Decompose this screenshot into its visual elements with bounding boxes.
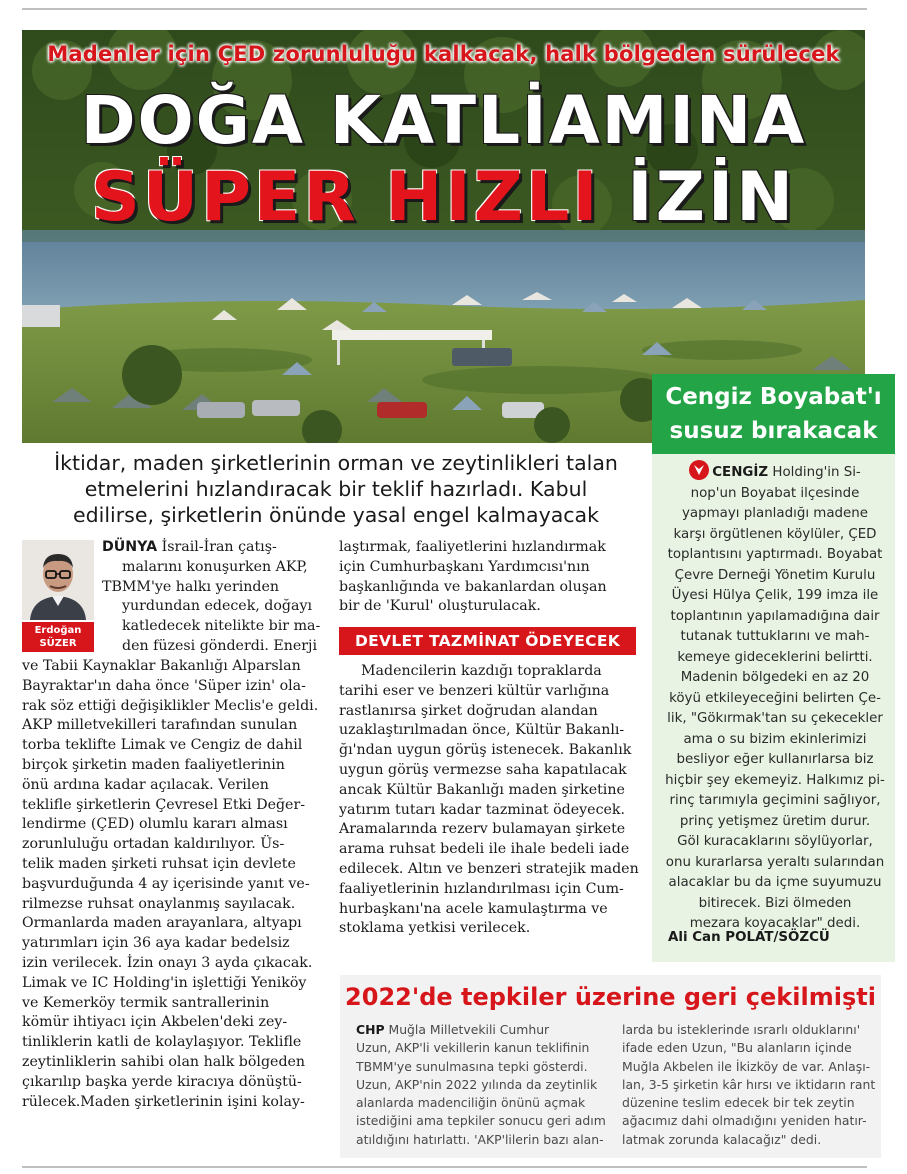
sidebar-line: köyü etkileyeceğini belirten Çe- bbox=[669, 690, 881, 706]
sidebar-line: ama o su bizim ekinlerimizi bbox=[683, 731, 867, 747]
body-line: Limak ve IC Holding'in işlettiği Yeniköy bbox=[22, 974, 307, 991]
related-line bbox=[356, 1021, 614, 1039]
author-first-name: Erdoğan bbox=[34, 625, 82, 636]
kicker: Madenler için ÇED zorunluluğu kalkacak, halk bölgeden sürülecek bbox=[47, 42, 840, 66]
sidebar-first-line bbox=[664, 460, 886, 484]
body-line: birçok şirketin maden faaliyetlerinin bbox=[22, 756, 285, 773]
arrow-icon bbox=[689, 460, 709, 480]
deck-line: İktidar, maden şirketlerinin orman ve zeytinlikleri talan bbox=[54, 451, 618, 475]
body-line: edilecek. Altın ve benzeri stratejik maden bbox=[339, 860, 639, 877]
related-text: Muğla Milletvekili Cumhur bbox=[388, 1022, 550, 1037]
related-line: ifade eden Uzun, "Bu alanların içinde bbox=[622, 1040, 852, 1056]
related-lead: CHP bbox=[356, 1022, 385, 1037]
related-line: ağacımız dahi olmadığını yeniden hatır- bbox=[622, 1113, 867, 1129]
sidebar-line: lik, "Gökırmak'tan su çekecekler bbox=[667, 711, 883, 726]
sidebar-line: bitirecek. Bizi ölmeden bbox=[698, 895, 852, 911]
deck-line: etmelerini hızlandıracak bir teklif hazırladı. Kabul bbox=[84, 477, 588, 501]
subhead: DEVLET TAZMİNAT ÖDEYECEK bbox=[339, 627, 636, 655]
body-line: TBMM'ye halkı yerinden bbox=[102, 578, 280, 595]
body-line: rülecek.Maden şirketlerinin işini kolay- bbox=[22, 1093, 305, 1110]
sidebar-line: nop'un Boyabat ilçesinde bbox=[690, 485, 860, 501]
sidebar-title-line2: susuz bırakacak bbox=[669, 418, 878, 444]
author-last-name: SÜZER bbox=[39, 638, 77, 649]
body-line: arama ruhsat bedeli ile ihale bedeli iade bbox=[339, 841, 630, 858]
body-line: yatırım tutarı kadar tazminat ödeyecek. bbox=[339, 801, 626, 818]
body-column-2-top bbox=[339, 538, 644, 617]
dateline: DÜNYA bbox=[102, 539, 158, 555]
body-line: malarını konuşurken AKP, bbox=[122, 558, 308, 575]
sidebar-line: besliyor eğer kullanırlarsa biz bbox=[676, 752, 874, 767]
sidebar-line: toplantının yapılamadığına dair bbox=[670, 608, 880, 624]
sidebar-line: Madenin bölgedeki en az 20 bbox=[680, 670, 870, 685]
body-line: Bayraktar'ın daha önce 'Süper izin' ola- bbox=[22, 677, 306, 694]
body-line: başkanlığında ve bakanlardan oluşan bbox=[339, 578, 607, 595]
sidebar-title-line1: Cengiz Boyabat'ı bbox=[665, 384, 882, 410]
deck bbox=[22, 450, 650, 528]
sidebar-line: rinç tarımıyla geçimini sağlıyor, bbox=[669, 793, 881, 808]
related-line: alanlarda madenciliğin önünü açmak bbox=[356, 1095, 586, 1111]
body-line: lendirme (ÇED) olumlu kararı alması bbox=[22, 816, 288, 833]
body-line: zeytinliklerin sahibi olan halk bölgeden bbox=[22, 1053, 306, 1070]
body-line: tinliklerin katli de kolaylaşıyor. Teklifle bbox=[22, 1034, 302, 1051]
body-line: yurdundan edecek, doğayı bbox=[122, 598, 313, 615]
body-line: uygun görüş vermezse saha kapatılacak bbox=[339, 761, 627, 778]
deck-line: edilirse, şirketlerin önünde yasal engel kalmayacak bbox=[73, 503, 599, 527]
body-line: kömür ihtiyacı için Akbelen'deki zey- bbox=[22, 1014, 288, 1031]
body-line: izin verilecek. İzin onayı 3 ayda çıkacak. bbox=[22, 954, 313, 971]
sidebar-line: toplantısını yaptırmadı. Boyabat bbox=[667, 547, 883, 562]
body-line: çıkarılıp başka yerde kiracıya dönüştü- bbox=[22, 1073, 302, 1090]
bottom-rule bbox=[22, 1166, 867, 1168]
body-line: AKP milletvekilleri tarafından sunulan bbox=[22, 717, 298, 734]
related-line: Muğla Akbelen ile İkizköy de var. Anlaşı- bbox=[622, 1058, 871, 1074]
related-line: larda bu isteklerinde ısrarlı olduklarını' bbox=[622, 1022, 861, 1037]
body-line: ancak Kültür Bakanlığı maden şirketine bbox=[339, 781, 625, 798]
body-line: den füzesi gönderdi. Enerji bbox=[122, 637, 317, 654]
related-line: lan, 3-5 şirketin kâr hırsı ve iktidarın rant bbox=[622, 1076, 876, 1092]
body-line: ğı'ndan uygun görüş istenecek. Bakanlık bbox=[339, 742, 632, 759]
related-line: Uzun, AKP'nin 2022 yılında da zeytinlik bbox=[356, 1076, 598, 1092]
author-name bbox=[22, 622, 94, 652]
body-line: laştırmak, faaliyetlerini hızlandırmak bbox=[339, 539, 606, 555]
body-line: önü ardına kadar açılacak. Verilen bbox=[22, 776, 269, 793]
sidebar-line: Holding'in Si- bbox=[772, 465, 861, 480]
body-line: torba teklifte Limak ve Cengiz de dahil bbox=[22, 737, 303, 754]
body-line: rilmezse ruhsat onaylanmış sayılacak. bbox=[22, 895, 296, 912]
body-line: bir de 'Kurul' oluşturulacak. bbox=[339, 598, 541, 615]
body-line: yatırımları için 36 aya kadar bedelsiz bbox=[22, 935, 290, 952]
body-line: teklifle şirketlerin Çevresel Etki Değer- bbox=[22, 796, 306, 813]
body-column-2 bbox=[339, 662, 644, 939]
body-line: tarihi eser ve benzeri kültür varlığına bbox=[339, 682, 610, 699]
body-line: zorunluluğu ortadan kaldırılıyor. Üs- bbox=[22, 836, 285, 853]
sidebar-byline: Ali Can POLAT/SÖZCÜ bbox=[668, 930, 830, 945]
sidebar-body bbox=[664, 460, 886, 935]
body-line: rastlanırsa şirket doğrudan alandan bbox=[339, 702, 598, 719]
body-line: telik maden şirketi ruhsat için devlete bbox=[22, 855, 296, 872]
body-line: rak söz ettiği değişiklikler Meclis'e geldi. bbox=[22, 697, 319, 714]
sidebar-lead: CENGİZ bbox=[712, 465, 769, 480]
sidebar-line: hiçbir şey ekemeyiz. Halkımız pi- bbox=[665, 772, 885, 788]
body-line: katledecek nitelikte bir ma- bbox=[122, 618, 321, 635]
body-line: için Cumhurbaşkanı Yardımcısı'nın bbox=[339, 558, 590, 575]
related-title: 2022'de tepkiler üzerine geri çekilmişti bbox=[345, 983, 876, 1011]
sidebar-line: karşı örgütlenen köylüler, ÇED bbox=[673, 526, 877, 542]
related-line: TBMM'ye sunulmasına tepki gösterdi. bbox=[356, 1058, 588, 1074]
body-line: hurbaşkanı'na acele kamulaştırma ve bbox=[339, 900, 608, 917]
headline-white: İZİN bbox=[627, 158, 797, 237]
sidebar-line: Üyesi Hülya Çelik, 199 imza ile bbox=[671, 588, 879, 603]
body-column-1 bbox=[22, 657, 332, 1112]
related-line: atıldığını hatırlattı. 'AKP'lilerin bazı alan- bbox=[356, 1131, 604, 1147]
sidebar-line: tutanak tuttuklarını ve mah- bbox=[680, 629, 870, 644]
related-line: latmak zorunda kalacağız" dedi. bbox=[622, 1131, 822, 1147]
headline-red: SÜPER HIZLI bbox=[90, 158, 601, 237]
top-rule bbox=[22, 8, 867, 10]
body-line bbox=[102, 538, 332, 558]
headline-line1: DOĞA KATLİAMINA bbox=[80, 82, 807, 159]
body-line: Ormanlarda maden arayanlara, altyapı bbox=[22, 915, 302, 932]
body-line: uzaklaştırılmadan önce, Kültür Bakanlı- bbox=[339, 722, 625, 739]
sidebar-line: Göl kuracaklarını söylüyorlar, bbox=[677, 834, 873, 849]
sidebar-line: mezara koyacaklar" dedi. bbox=[689, 916, 861, 931]
body-line: Aramalarında rezerv bulamayan şirkete bbox=[339, 821, 626, 838]
sidebar-title bbox=[652, 374, 895, 454]
related-line: istediğini ama tepkiler sonucu geri adım bbox=[356, 1113, 606, 1129]
headline-line2 bbox=[22, 158, 865, 237]
sidebar-line: Çevre Derneği Yönetim Kurulu bbox=[674, 567, 876, 583]
author-photo bbox=[22, 540, 94, 620]
body-line: stoklama yetkisi verilecek. bbox=[339, 920, 531, 937]
sidebar-line: alacaklar bu da içme suyumuzu bbox=[668, 875, 882, 890]
body-column-1-top bbox=[102, 538, 332, 657]
body-line: başvurduğunda 4 ay içerisinde yanıt ve- bbox=[22, 875, 310, 892]
body-text: İsrail-İran çatış- bbox=[161, 539, 277, 555]
related-line: Uzun, AKP'li vekillerin kanun teklifinin bbox=[356, 1040, 590, 1056]
body-line: faaliyetlerinin hızlandırılması için Cum- bbox=[339, 880, 624, 897]
body-line: Madencilerin kazdığı topraklarda bbox=[361, 663, 602, 679]
related-line: düzenine teslim edecek bir tek zeytin bbox=[622, 1095, 855, 1111]
related-column-1 bbox=[356, 1021, 614, 1149]
sidebar-line: yapmayı planladığı madene bbox=[681, 506, 869, 521]
sidebar-line: prinç yetişmez üretim durur. bbox=[679, 813, 871, 829]
sidebar-line: kemeye gideceklerini belirtti. bbox=[677, 649, 873, 665]
sidebar-line: onu kurarlarsa yeraltı sularından bbox=[665, 854, 885, 870]
body-line: ve Kemerköy termik santrallerinin bbox=[22, 994, 270, 1011]
body-line: ve Tabii Kaynaklar Bakanlığı Alparslan bbox=[22, 658, 301, 674]
related-column-2 bbox=[622, 1021, 877, 1149]
